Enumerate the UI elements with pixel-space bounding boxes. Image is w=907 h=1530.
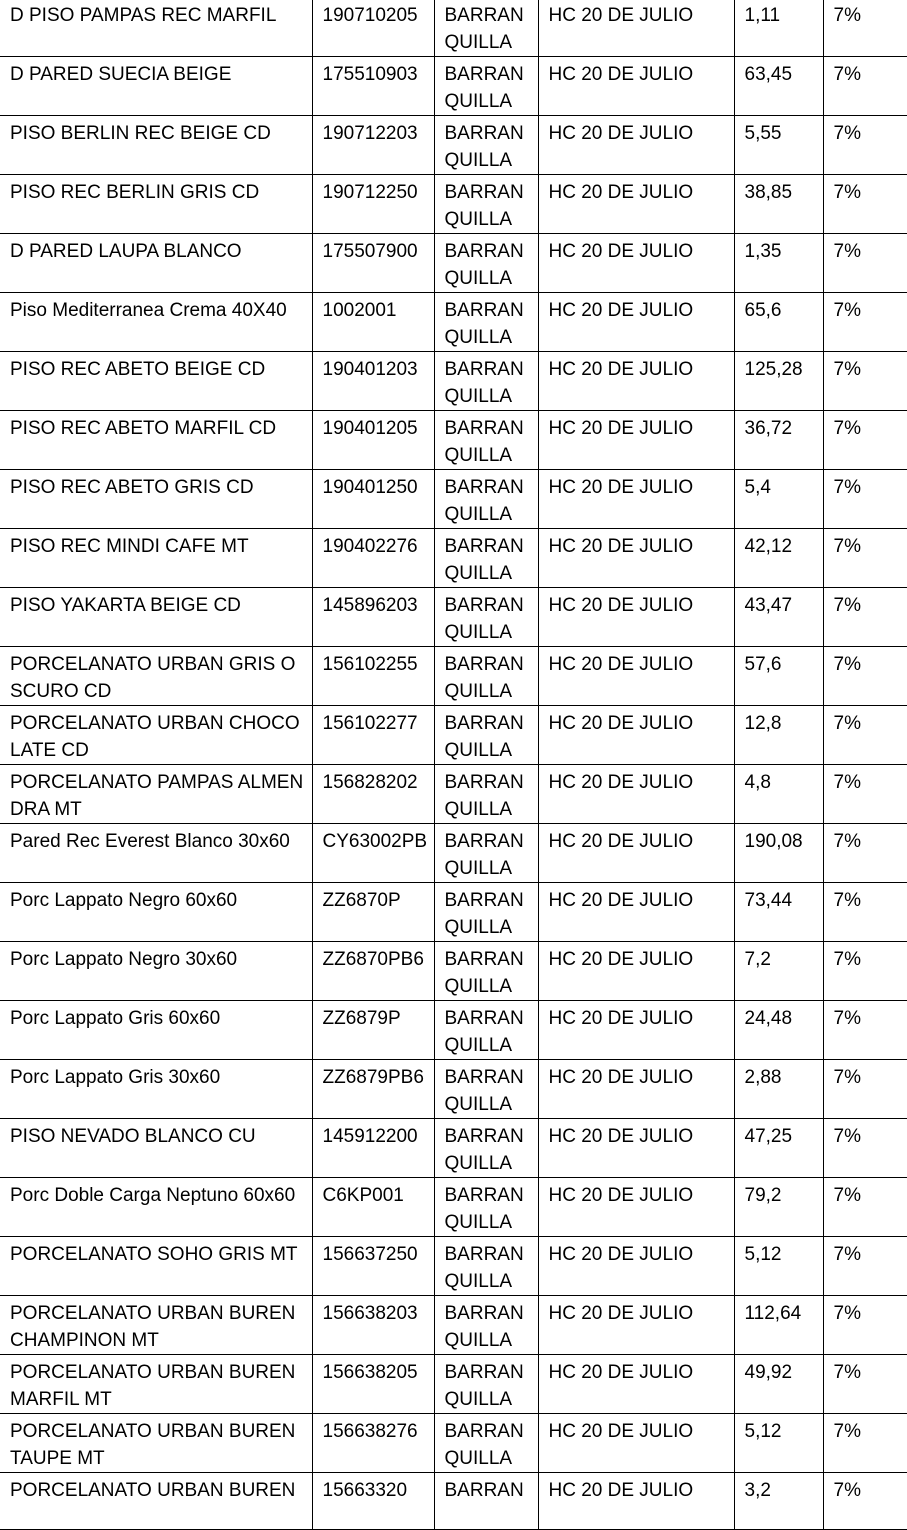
quantity-cell: 1,35 (734, 234, 823, 293)
quantity-cell: 190,08 (734, 824, 823, 883)
quantity-cell: 43,47 (734, 588, 823, 647)
quantity-cell: 65,6 (734, 293, 823, 352)
discount-cell: 7% (823, 706, 907, 765)
product-code-cell: 145896203 (312, 588, 434, 647)
quantity-cell: 38,85 (734, 175, 823, 234)
product-name-cell: PISO REC BERLIN GRIS CD (0, 175, 312, 234)
discount-cell: 7% (823, 883, 907, 942)
product-code-cell: 190710205 (312, 0, 434, 57)
product-code-cell: ZZ6879P (312, 1001, 434, 1060)
product-code-cell: 15663320 (312, 1473, 434, 1530)
product-name-cell: PISO REC ABETO MARFIL CD (0, 411, 312, 470)
discount-cell: 7% (823, 765, 907, 824)
table-row (0, 57, 907, 116)
product-name-cell: PISO BERLIN REC BEIGE CD (0, 116, 312, 175)
quantity-cell: 5,4 (734, 470, 823, 529)
table-row (0, 1473, 907, 1530)
city-cell: BARRANQUILLA (434, 293, 538, 352)
discount-cell: 7% (823, 1001, 907, 1060)
product-code-cell: 190402276 (312, 529, 434, 588)
product-name-cell: Porc Lappato Negro 30x60 (0, 942, 312, 1001)
product-code-cell: 190712203 (312, 116, 434, 175)
table-row (0, 824, 907, 883)
city-cell: BARRANQUILLA (434, 234, 538, 293)
store-cell: HC 20 DE JULIO (538, 116, 734, 175)
discount-cell: 7% (823, 0, 907, 57)
store-cell: HC 20 DE JULIO (538, 1060, 734, 1119)
city-cell: BARRANQUILLA (434, 706, 538, 765)
product-name-cell: Porc Lappato Gris 30x60 (0, 1060, 312, 1119)
discount-cell: 7% (823, 1355, 907, 1414)
quantity-cell: 5,12 (734, 1237, 823, 1296)
table-row (0, 1414, 907, 1473)
product-name-cell: PORCELANATO URBAN BUREN CHAMPINON MT (0, 1296, 312, 1355)
product-name-cell: Pared Rec Everest Blanco 30x60 (0, 824, 312, 883)
quantity-cell: 2,88 (734, 1060, 823, 1119)
table-row (0, 1119, 907, 1178)
city-cell: BARRANQUILLA (434, 824, 538, 883)
quantity-cell: 42,12 (734, 529, 823, 588)
table-row (0, 1296, 907, 1355)
store-cell: HC 20 DE JULIO (538, 1414, 734, 1473)
quantity-cell: 5,12 (734, 1414, 823, 1473)
product-code-cell: 156102277 (312, 706, 434, 765)
city-cell: BARRANQUILLA (434, 57, 538, 116)
product-name-cell: Porc Lappato Negro 60x60 (0, 883, 312, 942)
table-row (0, 588, 907, 647)
product-code-cell: 175510903 (312, 57, 434, 116)
product-name-cell: D PISO PAMPAS REC MARFIL (0, 0, 312, 57)
product-code-cell: 145912200 (312, 1119, 434, 1178)
product-code-cell: 190401250 (312, 470, 434, 529)
product-name-cell: PORCELANATO PAMPAS ALMENDRA MT (0, 765, 312, 824)
product-name-cell: PISO REC ABETO BEIGE CD (0, 352, 312, 411)
product-name-cell: PORCELANATO URBAN CHOCOLATE CD (0, 706, 312, 765)
table-row (0, 0, 907, 57)
table-row (0, 647, 907, 706)
table-row (0, 411, 907, 470)
city-cell: BARRANQUILLA (434, 411, 538, 470)
product-code-cell: 156102255 (312, 647, 434, 706)
city-cell: BARRANQUILLA (434, 470, 538, 529)
discount-cell: 7% (823, 352, 907, 411)
product-name-cell: PORCELANATO URBAN BUREN MARFIL MT (0, 1355, 312, 1414)
product-name-cell: PORCELANATO URBAN GRIS OSCURO CD (0, 647, 312, 706)
product-name-cell: PORCELANATO URBAN BUREN (0, 1473, 312, 1530)
product-code-cell: 156638276 (312, 1414, 434, 1473)
table-row (0, 765, 907, 824)
store-cell: HC 20 DE JULIO (538, 1178, 734, 1237)
quantity-cell: 63,45 (734, 57, 823, 116)
city-cell: BARRANQUILLA (434, 116, 538, 175)
quantity-cell: 57,6 (734, 647, 823, 706)
product-code-cell: 1002001 (312, 293, 434, 352)
product-code-cell: ZZ6879PB6 (312, 1060, 434, 1119)
product-code-cell: 156637250 (312, 1237, 434, 1296)
discount-cell: 7% (823, 824, 907, 883)
quantity-cell: 125,28 (734, 352, 823, 411)
store-cell: HC 20 DE JULIO (538, 765, 734, 824)
store-cell: HC 20 DE JULIO (538, 352, 734, 411)
store-cell: HC 20 DE JULIO (538, 1001, 734, 1060)
quantity-cell: 1,11 (734, 0, 823, 57)
city-cell: BARRANQUILLA (434, 883, 538, 942)
table-row (0, 175, 907, 234)
product-name-cell: Porc Lappato Gris 60x60 (0, 1001, 312, 1060)
discount-cell: 7% (823, 942, 907, 1001)
city-cell: BARRANQUILLA (434, 1178, 538, 1237)
store-cell: HC 20 DE JULIO (538, 1473, 734, 1530)
quantity-cell: 73,44 (734, 883, 823, 942)
product-name-cell: PISO NEVADO BLANCO CU (0, 1119, 312, 1178)
quantity-cell: 79,2 (734, 1178, 823, 1237)
table-row (0, 293, 907, 352)
quantity-cell: 47,25 (734, 1119, 823, 1178)
store-cell: HC 20 DE JULIO (538, 883, 734, 942)
table-row (0, 1237, 907, 1296)
quantity-cell: 3,2 (734, 1473, 823, 1530)
store-cell: HC 20 DE JULIO (538, 1237, 734, 1296)
quantity-cell: 112,64 (734, 1296, 823, 1355)
table-row (0, 942, 907, 1001)
product-code-cell: C6KP001 (312, 1178, 434, 1237)
table-row (0, 1001, 907, 1060)
product-name-cell: PORCELANATO SOHO GRIS MT (0, 1237, 312, 1296)
product-code-cell: 190401203 (312, 352, 434, 411)
discount-cell: 7% (823, 529, 907, 588)
store-cell: HC 20 DE JULIO (538, 57, 734, 116)
discount-cell: 7% (823, 647, 907, 706)
quantity-cell: 5,55 (734, 116, 823, 175)
city-cell: BARRANQUILLA (434, 765, 538, 824)
product-code-cell: CY63002PB (312, 824, 434, 883)
city-cell: BARRAN (434, 1473, 538, 1530)
store-cell: HC 20 DE JULIO (538, 470, 734, 529)
city-cell: BARRANQUILLA (434, 352, 538, 411)
discount-cell: 7% (823, 1060, 907, 1119)
table-row (0, 1355, 907, 1414)
discount-cell: 7% (823, 116, 907, 175)
city-cell: BARRANQUILLA (434, 1414, 538, 1473)
table-row (0, 352, 907, 411)
store-cell: HC 20 DE JULIO (538, 293, 734, 352)
discount-cell: 7% (823, 1473, 907, 1530)
city-cell: BARRANQUILLA (434, 1001, 538, 1060)
discount-cell: 7% (823, 1178, 907, 1237)
product-code-cell: 190401205 (312, 411, 434, 470)
city-cell: BARRANQUILLA (434, 175, 538, 234)
store-cell: HC 20 DE JULIO (538, 529, 734, 588)
discount-cell: 7% (823, 411, 907, 470)
city-cell: BARRANQUILLA (434, 1119, 538, 1178)
discount-cell: 7% (823, 1296, 907, 1355)
product-code-cell: 156828202 (312, 765, 434, 824)
city-cell: BARRANQUILLA (434, 647, 538, 706)
city-cell: BARRANQUILLA (434, 1355, 538, 1414)
store-cell: HC 20 DE JULIO (538, 588, 734, 647)
store-cell: HC 20 DE JULIO (538, 942, 734, 1001)
product-name-cell: D PARED SUECIA BEIGE (0, 57, 312, 116)
quantity-cell: 7,2 (734, 942, 823, 1001)
store-cell: HC 20 DE JULIO (538, 0, 734, 57)
discount-cell: 7% (823, 1237, 907, 1296)
product-code-cell: 190712250 (312, 175, 434, 234)
product-code-cell: ZZ6870PB6 (312, 942, 434, 1001)
store-cell: HC 20 DE JULIO (538, 824, 734, 883)
product-name-cell: Piso Mediterranea Crema 40X40 (0, 293, 312, 352)
table-row (0, 529, 907, 588)
product-name-cell: D PARED LAUPA BLANCO (0, 234, 312, 293)
store-cell: HC 20 DE JULIO (538, 1296, 734, 1355)
discount-cell: 7% (823, 588, 907, 647)
table-row (0, 706, 907, 765)
product-name-cell: PISO REC MINDI CAFE MT (0, 529, 312, 588)
store-cell: HC 20 DE JULIO (538, 706, 734, 765)
store-cell: HC 20 DE JULIO (538, 411, 734, 470)
product-name-cell: Porc Doble Carga Neptuno 60x60 (0, 1178, 312, 1237)
quantity-cell: 4,8 (734, 765, 823, 824)
table-row (0, 1060, 907, 1119)
city-cell: BARRANQUILLA (434, 942, 538, 1001)
city-cell: BARRANQUILLA (434, 588, 538, 647)
discount-cell: 7% (823, 1414, 907, 1473)
quantity-cell: 36,72 (734, 411, 823, 470)
product-code-cell: ZZ6870P (312, 883, 434, 942)
discount-cell: 7% (823, 1119, 907, 1178)
discount-cell: 7% (823, 293, 907, 352)
discount-cell: 7% (823, 175, 907, 234)
discount-cell: 7% (823, 470, 907, 529)
product-code-cell: 156638203 (312, 1296, 434, 1355)
city-cell: BARRANQUILLA (434, 1296, 538, 1355)
city-cell: BARRANQUILLA (434, 1060, 538, 1119)
quantity-cell: 24,48 (734, 1001, 823, 1060)
quantity-cell: 49,92 (734, 1355, 823, 1414)
store-cell: HC 20 DE JULIO (538, 1119, 734, 1178)
table-row (0, 470, 907, 529)
product-name-cell: PISO YAKARTA BEIGE CD (0, 588, 312, 647)
city-cell: BARRANQUILLA (434, 1237, 538, 1296)
store-cell: HC 20 DE JULIO (538, 175, 734, 234)
store-cell: HC 20 DE JULIO (538, 234, 734, 293)
quantity-cell: 12,8 (734, 706, 823, 765)
table-row (0, 1178, 907, 1237)
product-name-cell: PORCELANATO URBAN BUREN TAUPE MT (0, 1414, 312, 1473)
product-code-cell: 156638205 (312, 1355, 434, 1414)
city-cell: BARRANQUILLA (434, 529, 538, 588)
product-name-cell: PISO REC ABETO GRIS CD (0, 470, 312, 529)
store-cell: HC 20 DE JULIO (538, 1355, 734, 1414)
discount-cell: 7% (823, 57, 907, 116)
product-code-cell: 175507900 (312, 234, 434, 293)
store-cell: HC 20 DE JULIO (538, 647, 734, 706)
table-row (0, 883, 907, 942)
city-cell: BARRANQUILLA (434, 0, 538, 57)
table-row (0, 116, 907, 175)
discount-cell: 7% (823, 234, 907, 293)
table-row (0, 234, 907, 293)
